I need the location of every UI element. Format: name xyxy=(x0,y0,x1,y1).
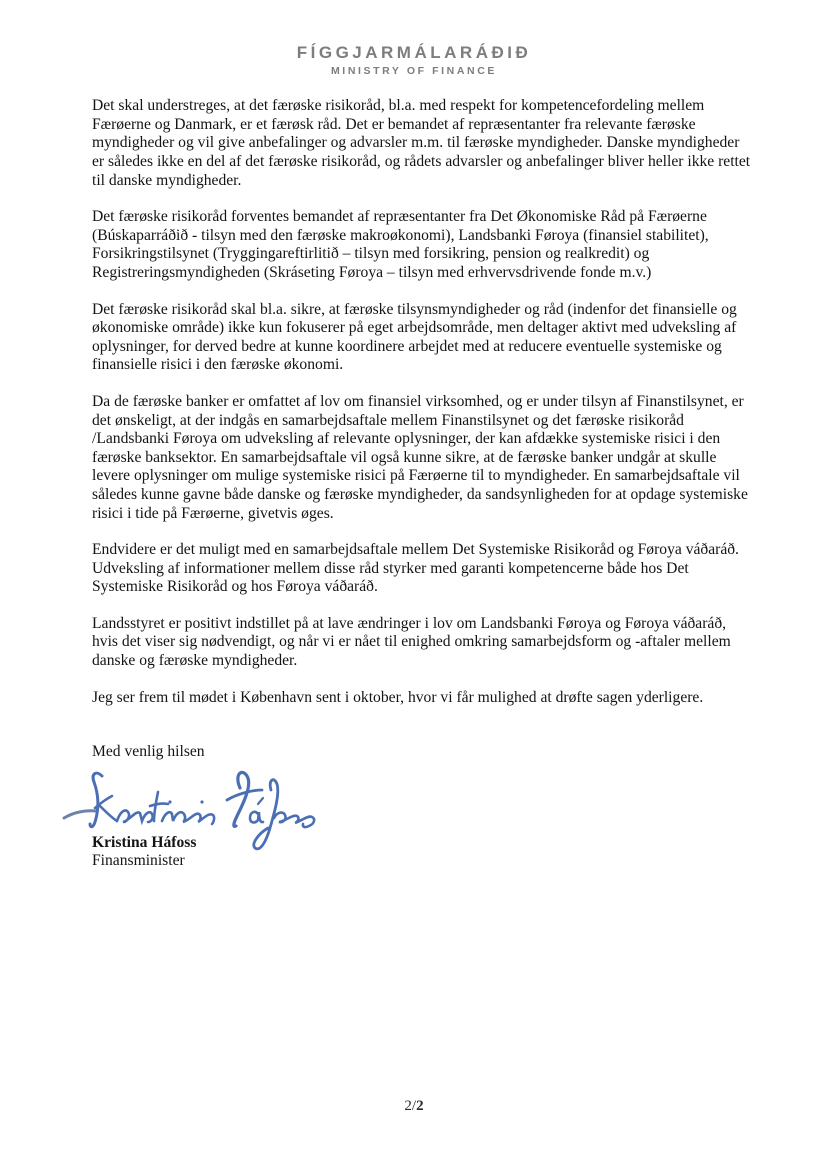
closing-block xyxy=(92,743,828,871)
handwritten-signature-icon xyxy=(62,766,322,866)
paragraph-1: Det skal understreges, at det færøske risikoråd, bl.a. med respekt for kompetencefordeling mellem Færøerne og Danmark, er et færøsk råd. Det er bemandet af repræsentanter fra relevante færøske myndigheder og vil give anbefalinger og advarsler m.m. til færøske myndigheder. Danske myndigheder er således ikke en del af det færøske risikoråd, og rådets advarsler og anbefalinger bliver heller ikke rettet til danske myndigheder. xyxy=(92,97,751,189)
page-total: 2 xyxy=(416,1098,424,1114)
paragraph-4: Da de færøske banker er omfattet af lov om finansiel virksomhed, og er under tilsyn af Finanstilsynet, er det ønskeligt, at der indgås en samarbejdsaftale mellem Finanstilsynet og det færøske risikoråd /Landsbanki Føroya om udveksling af relevante oplysninger, der kan afdække systemiske risici i den færøske banksektor. En samarbejdsaftale vil også kunne sikre, at de færøske banker undgår at skulle levere oplysninger om mulige systemiske risici på Færøerne til to myndigheder. En samarbejdsaftale vil således kunne gavne både danske og færøske myndigheder, da sandsynligheden for at opdage systemiske risici i tide på Færøerne, givetvis øges. xyxy=(92,392,748,522)
letterhead xyxy=(0,0,828,77)
ministry-name: FÍGGJARMÁLARÁÐIÐ xyxy=(296,43,532,62)
page-current: 2 xyxy=(404,1098,412,1114)
closing-salutation: Med venlig hilsen xyxy=(92,743,205,761)
signer-name: Kristina Háfoss xyxy=(92,833,197,851)
paragraph-5: Endvidere er det muligt med en samarbejdsaftale mellem Det Systemiske Risikoråd og Føroya váðaráð. Udveksling af informationer mellem disse råd styrker med garanti kompetencerne både hos Det Systemiske Risikoråd og hos Føroya váðaráð. xyxy=(92,541,739,596)
paragraph-3: Det færøske risikoråd skal bl.a. sikre, at færøske tilsynsmyndigheder og råd (indenfor det finansielle og økonomiske område) ikke kun fokuserer på eget arbejdsområde, men deltager aktivt med udveksling af oplysninger, for derved bedre at kunne koordinere arbejdet med at reducere eventuelle systemiske og finansielle risici i den færøske økonomi. xyxy=(92,300,737,374)
paragraph-7: Jeg ser frem til mødet i København sent i oktober, hvor vi får mulighed at drøfte sagen yderligere. xyxy=(92,688,704,706)
paragraph-2: Det færøske risikoråd forventes bemandet af repræsentanter fra Det Økonomiske Råd på Færøerne (Búskaparráðið - tilsyn med den færøske makroøkonomi), Landsbanki Føroya (finansiel stabilitet), Forsikringstilsynet (Tryggingareftirlitið – tilsyn med forsikring, pension og realkredit) og Registreringsmyndigheden (Skráseting Føroya – tilsyn med erhvervsdrivende fonde m.v.) xyxy=(92,208,709,281)
signer-title: Finansminister xyxy=(92,852,185,870)
ministry-subtitle: MINISTRY OF FINANCE xyxy=(330,64,498,77)
letter-body xyxy=(92,97,752,707)
page-number xyxy=(0,1098,828,1115)
paragraph-6: Landsstyret er positivt indstillet på at lave ændringer i lov om Landsbanki Føroya og Føroya váðaráð, hvis det viser sig nødvendigt, og når vi er nået til enighed omkring samarbejdsform og -aftaler mellem danske og færøske myndigheder. xyxy=(92,614,731,670)
signature-area xyxy=(92,762,392,834)
page-separator: / xyxy=(411,1098,417,1114)
